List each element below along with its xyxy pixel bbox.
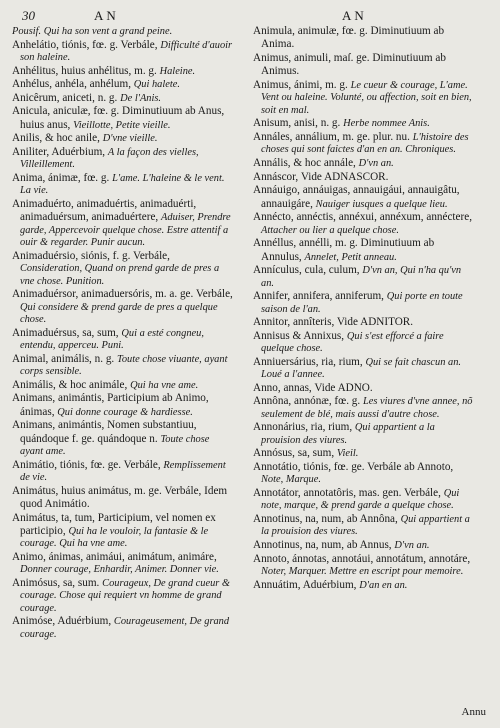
entry-definition: Herbe nommee Anis.	[343, 118, 430, 130]
entry-headword: Annículus, cula, culum,	[253, 264, 363, 277]
entry-headword: Animaduérto, animaduértis, animaduérti, animaduérsum, animaduértere,	[12, 197, 197, 224]
dictionary-entry	[12, 65, 234, 78]
dictionary-entry	[12, 250, 234, 288]
catchword: Annu	[461, 706, 486, 718]
dictionary-entry	[12, 459, 234, 485]
entry-headword: Annális, & hoc annále,	[253, 157, 359, 169]
entry-headword: Animátus, ta, tum, Participium, vel nomen ex participio,	[12, 511, 216, 537]
entry-definition: Toute chose ayant ame.	[20, 433, 210, 457]
dictionary-entry	[12, 172, 234, 198]
entry-definition: Aduiser, Prendre garde, Appercevoir quelque chose. Estre attentif a ouir & regarder. Punir aucun.	[20, 212, 231, 249]
entry-definition: Qui appartient a la prouision des viures.	[261, 513, 470, 538]
dictionary-entry	[253, 211, 475, 237]
entry-definition: Remplissement de vie.	[20, 459, 226, 483]
dictionary-entry	[253, 264, 475, 290]
entry-headword: Anima, ánimæ, fœ. g.	[12, 171, 113, 184]
entry-headword: Animal, animális, n. g.	[12, 352, 118, 365]
entry-definition: Courageusement, De grand courage.	[20, 616, 230, 640]
entry-headword: Animóse, Aduérbium,	[12, 615, 114, 628]
entry-definition: Le cueur & courage, L'ame. Vent ou haleine. Volunté, ou affection, soit en bien, soit en mal.	[261, 80, 472, 116]
entry-definition: D'vn an.	[358, 158, 394, 169]
dictionary-entry	[253, 131, 475, 157]
dictionary-entry	[253, 553, 475, 579]
dictionary-entry	[12, 25, 234, 38]
entry-definition: Qui se fait chascun an. Loué a l'annee.	[261, 356, 462, 381]
entry-headword: Annotinus, na, num, ab Annôna,	[253, 512, 401, 525]
entry-definition: Attacher ou lier a quelque chose.	[261, 224, 399, 236]
entry-headword: Annuátim, Aduérbium,	[253, 578, 360, 591]
entry-headword: Annifer, annifera, anniferum,	[253, 290, 387, 303]
dictionary-entry	[253, 395, 475, 421]
dictionary-entry	[253, 184, 475, 211]
dictionary-entry	[253, 579, 475, 592]
dictionary-entry	[12, 327, 234, 353]
entry-definition: Les viures d'vne annee, nõ seulement de blé, mais aussi d'autre chose.	[261, 396, 473, 420]
dictionary-entry	[253, 487, 475, 513]
entry-headword: Aniliter, Aduérbium,	[12, 145, 108, 158]
entry-headword: Anno, annas, Vide ADNO.	[253, 381, 373, 394]
entry-definition: L'histoire des choses qui sont faictes d'an en an. Chroniques.	[261, 132, 469, 156]
entry-definition: Qui considere & prend garde de pres a quelque chose.	[20, 301, 218, 325]
entry-definition: Nauiger iusques a quelque lieu.	[315, 198, 448, 210]
entry-headword: Annoto, ánnotas, annotáui, annotátum, annotáre,	[253, 552, 471, 565]
entry-definition: Toute chose viuante, ayant corps sensible.	[20, 353, 228, 377]
dictionary-entry	[12, 39, 234, 65]
dictionary-entry	[12, 132, 234, 145]
dictionary-entry	[12, 105, 234, 132]
entry-headword: Animaduérsio, siónis, f. g. Verbále,	[12, 249, 170, 262]
entry-headword: Animans, animántis, Nomen substantiuu, quándoque f. ge. quándoque n.	[12, 419, 197, 445]
entry-headword: Annáuigo, annáuigas, annauigáui, annauigâtu, annauigáre,	[253, 184, 460, 210]
entry-headword: Annéllus, annélli, m. g. Diminutiuum ab Annulus,	[253, 237, 435, 263]
entry-definition: D'vn an.	[394, 539, 430, 551]
dictionary-entry	[12, 92, 234, 105]
entry-headword: Animus, animuli, maſ. ge. Diminutiuum ab Animus.	[253, 52, 446, 78]
entry-headword: Annotinus, na, num, ab Annus,	[253, 538, 395, 551]
entry-headword: Animális, & hoc animále,	[12, 378, 131, 391]
entry-definition: Qui porte en toute saison de l'an.	[261, 291, 463, 315]
left-column	[12, 25, 234, 641]
entry-definition: Haleine.	[159, 65, 196, 77]
entry-headword: Animátus, huius animátus, m. ge. Verbále, Idem quod Animátio.	[12, 484, 228, 510]
entry-headword: Anicêrum, aniceti, n. g.	[12, 91, 121, 104]
entry-headword: Annisus & Annixus,	[253, 329, 347, 342]
dictionary-entry	[253, 79, 475, 117]
entry-definition: Qui appartient a la prouision des viures.	[261, 422, 435, 446]
dictionary-entry	[253, 382, 475, 395]
entry-definition: Vieillotte, Petite vieille.	[73, 119, 171, 131]
entry-headword: Annáles, annálium, m. ge. plur. nu.	[253, 131, 413, 143]
dictionary-entry	[12, 577, 234, 615]
dictionary-entry	[12, 615, 234, 641]
entry-definition: D'vn an, Qui n'ha qu'vn an.	[261, 265, 462, 289]
entry-headword: Animaduérsus, sa, sum,	[12, 326, 122, 339]
dictionary-entry	[253, 25, 475, 52]
entry-definition: Qui note, marque, & prend garde a quelque chose.	[261, 487, 460, 512]
dictionary-entry	[253, 356, 475, 382]
entry-headword: Anniuersárius, ria, rium,	[253, 355, 366, 368]
entry-headword: Animaduérsor, animaduersóris, m. a. ge. Verbále,	[12, 288, 233, 301]
entry-definition: D'vne vieille.	[102, 133, 158, 145]
dictionary-entry	[12, 551, 234, 577]
entry-definition: Pousif. Qui ha son vent a grand peine.	[12, 26, 173, 37]
dictionary-entry	[253, 316, 475, 329]
entry-definition: Qui halete.	[133, 79, 180, 91]
entry-definition: Annelet, Petit anneau.	[304, 251, 397, 263]
page-number: 30	[22, 8, 35, 23]
entry-definition: A la façon des vielles, Villeillement.	[20, 146, 199, 171]
entry-headword: Annotátor, annotatôris, mas. gen. Verbále,	[253, 486, 444, 499]
entry-headword: Anilis, & hoc anile,	[12, 132, 103, 145]
entry-definition: Qui ha vne ame.	[130, 379, 199, 391]
dictionary-entry	[12, 198, 234, 250]
dictionary-entry	[253, 290, 475, 316]
entry-definition: Qui donne courage & hardiesse.	[57, 406, 193, 418]
entry-definition: Noter, Marquer. Mettre en escript pour memoire.	[261, 565, 464, 577]
entry-definition: Vieil.	[336, 448, 359, 460]
right-heading: AN	[342, 8, 367, 23]
entry-headword: Anhélus, anhéla, anhélum,	[12, 78, 134, 91]
dictionary-entry	[253, 513, 475, 539]
entry-definition: De l'Anis.	[120, 92, 162, 104]
entry-definition: Qui a esté congneu, entendu, apperceu. Puni.	[20, 327, 204, 351]
entry-definition: Qui s'est efforcé a faire quelque chose.	[261, 330, 444, 355]
dictionary-entry	[253, 330, 475, 356]
left-heading: AN	[94, 8, 119, 23]
entry-definition: Difficulté d'auoir son haleine.	[20, 39, 233, 63]
dictionary-entry	[253, 157, 475, 170]
entry-definition: Donner courage, Enhardir, Animer. Donner vie.	[20, 564, 219, 576]
dictionary-entry	[12, 392, 234, 419]
entry-headword: Annotátio, tiónis, fœ. ge. Verbále ab Annoto,	[253, 460, 454, 473]
dictionary-entry	[12, 146, 234, 172]
entry-headword: Anhélitus, huius anhélitus, m. g.	[12, 64, 160, 77]
entry-headword: Animans, animántis, Participium ab Animo, ánimas,	[12, 392, 209, 418]
entry-definition: Note, Marque.	[261, 474, 321, 486]
entry-definition: Qui ha le vouloir, la fantasie & le courage. Qui ha vne ame.	[20, 526, 209, 550]
entry-headword: Animósus, sa, sum.	[12, 577, 103, 589]
dictionary-entry	[253, 461, 475, 487]
right-column	[253, 25, 475, 592]
entry-headword: Anhelátio, tiónis, fœ. g. Verbále,	[12, 38, 161, 51]
dictionary-entry	[12, 419, 234, 458]
dictionary-entry	[253, 117, 475, 130]
dictionary-entry	[253, 539, 475, 552]
entry-headword: Animo, ánimas, animáui, animátum, animáre,	[12, 551, 217, 563]
entry-headword: Animus, ánimi, m. g.	[253, 79, 351, 91]
entry-headword: Annitor, annîteris, Vide ADNITOR.	[253, 316, 414, 329]
dictionary-entry	[253, 171, 475, 184]
dictionary-entry	[12, 288, 234, 326]
entry-definition: D'an en an.	[359, 579, 408, 591]
dictionary-entry	[253, 52, 475, 79]
dictionary-entry	[12, 78, 234, 91]
entry-definition: L'ame. L'haleine & le vent. La vie.	[20, 172, 225, 197]
dictionary-entry	[253, 237, 475, 264]
entry-headword: Annáscor, Vide ADNASCOR.	[253, 170, 389, 183]
dictionary-entry	[12, 379, 234, 392]
entry-definition: Courageux, De grand cueur & courage. Chose qui requiert vn homme de grand courage.	[20, 578, 230, 614]
entry-definition: Consideration, Quand on prend garde de pres a vne chose. Punition.	[20, 263, 220, 287]
dictionary-entry	[12, 512, 234, 551]
dictionary-entry	[12, 485, 234, 512]
dictionary-entry	[12, 353, 234, 379]
entry-headword: Annôna, annónæ, fœ. g.	[253, 395, 363, 408]
dictionary-entry	[253, 421, 475, 447]
entry-headword: Anicula, aniculæ, fœ. g. Diminutiuum ab Anus, huius anus,	[12, 105, 225, 131]
entry-headword: Annécto, annéctis, annéxui, annéxum, annéctere,	[253, 211, 472, 224]
entry-headword: Animula, animulæ, fœ. g. Diminutiuum ab Anima.	[253, 25, 445, 51]
entry-headword: Annósus, sa, sum,	[253, 447, 337, 460]
entry-headword: Anisum, anisi, n. g.	[253, 117, 344, 130]
running-header	[22, 8, 478, 24]
entry-headword: Annonárius, ria, rium,	[253, 421, 355, 434]
dictionary-entry	[253, 447, 475, 460]
entry-headword: Animátio, tiónis, fœ. ge. Verbále,	[12, 458, 164, 471]
